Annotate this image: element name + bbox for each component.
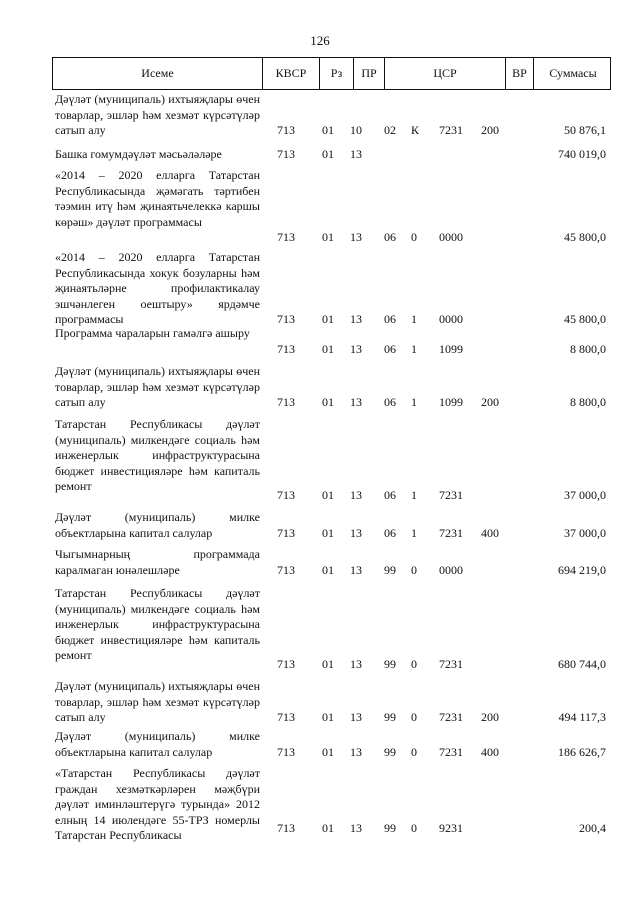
row-pr: 13	[350, 312, 362, 326]
row-pr: 13	[350, 230, 362, 244]
column-header-vr: ВР	[505, 58, 533, 89]
row-kvsr: 713	[277, 488, 295, 502]
row-name: «2014 – 2020 елларга Татарстан Республикасында җәмәгать тәртибен тәэмин итү һәм җинаятьчелеккә каршы көрәш» дәүләт программасы	[55, 168, 260, 229]
row-csr-direction: 9231	[439, 821, 463, 835]
row-sum: 45 800,0	[564, 230, 606, 244]
row-vr: 200	[481, 395, 499, 409]
row-csr-program: 99	[384, 745, 396, 759]
row-sum: 8 800,0	[570, 342, 606, 356]
row-kvsr: 713	[277, 123, 295, 137]
row-csr-program: 99	[384, 657, 396, 671]
row-pr: 13	[350, 563, 362, 577]
row-csr-direction: 0000	[439, 563, 463, 577]
row-name: Дәүләт (муниципаль) ихтыяҗлары өчен товарлар, эшләр һәм хезмәт күрсәтүләр сатып алу	[55, 679, 260, 725]
row-pr: 13	[350, 395, 362, 409]
row-pr: 13	[350, 745, 362, 759]
row-rz: 01	[322, 147, 334, 161]
row-csr-program: 06	[384, 342, 396, 356]
row-name: Дәүләт (муниципаль) ихтыяҗлары өчен товарлар, эшләр һәм хезмәт күрсәтүләр сатып алу	[55, 92, 260, 138]
row-pr: 13	[350, 657, 362, 671]
row-name: Дәүләт (муниципаль) милке объектларына капитал салулар	[55, 510, 260, 540]
row-csr-subprogram: 1	[411, 395, 417, 409]
row-csr-subprogram: 0	[411, 821, 417, 835]
row-vr: 200	[481, 710, 499, 724]
row-csr-subprogram: 1	[411, 312, 417, 326]
row-rz: 01	[322, 230, 334, 244]
column-header-csr: ЦСР	[384, 58, 505, 89]
column-header-kvsr: КВСР	[262, 58, 319, 89]
row-kvsr: 713	[277, 230, 295, 244]
row-csr-program: 02	[384, 123, 396, 137]
row-name: Дәүләт (муниципаль) милке объектларына капитал салулар	[55, 729, 260, 759]
row-kvsr: 713	[277, 821, 295, 835]
row-csr-subprogram: 0	[411, 230, 417, 244]
row-kvsr: 713	[277, 147, 295, 161]
column-header-rz: Рз	[319, 58, 353, 89]
row-pr: 13	[350, 526, 362, 540]
row-sum: 680 744,0	[558, 657, 606, 671]
column-header-pr: ПР	[353, 58, 384, 89]
row-kvsr: 713	[277, 563, 295, 577]
row-rz: 01	[322, 312, 334, 326]
row-pr: 13	[350, 147, 362, 161]
row-csr-subprogram: 0	[411, 657, 417, 671]
row-rz: 01	[322, 563, 334, 577]
row-kvsr: 713	[277, 657, 295, 671]
row-pr: 13	[350, 342, 362, 356]
row-name: Чыгымнарның программада каралмаган юнәлешләре	[55, 547, 260, 577]
row-csr-subprogram: 0	[411, 710, 417, 724]
row-pr: 13	[350, 710, 362, 724]
row-csr-program: 06	[384, 488, 396, 502]
row-pr: 13	[350, 821, 362, 835]
row-sum: 50 876,1	[564, 123, 606, 137]
row-csr-program: 06	[384, 312, 396, 326]
row-csr-direction: 7231	[439, 745, 463, 759]
row-sum: 45 800,0	[564, 312, 606, 326]
row-csr-subprogram: 0	[411, 745, 417, 759]
row-csr-subprogram: 0	[411, 563, 417, 577]
column-header-name: Исеме	[141, 66, 174, 80]
row-csr-direction: 7231	[439, 526, 463, 540]
row-csr-subprogram: 1	[411, 526, 417, 540]
row-rz: 01	[322, 395, 334, 409]
row-name: Программа чараларын гамәлгә ашыру	[55, 326, 250, 340]
row-csr-direction: 7231	[439, 657, 463, 671]
row-csr-direction: 7231	[439, 488, 463, 502]
row-rz: 01	[322, 745, 334, 759]
row-sum: 8 800,0	[570, 395, 606, 409]
row-vr: 400	[481, 745, 499, 759]
column-header-sum: Суммасы	[533, 58, 612, 89]
row-kvsr: 713	[277, 342, 295, 356]
row-name: Татарстан Республикасы дәүләт (муниципаль) милкендәге социаль һәм инженерлык инфраструктурасына бюджет инвестицияләре һәм капиталь ремонт	[55, 586, 260, 663]
row-csr-direction: 0000	[439, 230, 463, 244]
row-csr-direction: 1099	[439, 395, 463, 409]
row-name: «2014 – 2020 елларга Татарстан Республикасында хокук бозуларны һәм җинаятьләрне профилактикалау эшчәнлеген оештыру» ярдәмче программасы	[55, 250, 260, 327]
page-number: 126	[310, 33, 330, 48]
table-header	[52, 57, 611, 90]
row-sum: 740 019,0	[558, 147, 606, 161]
row-rz: 01	[322, 526, 334, 540]
row-sum: 37 000,0	[564, 488, 606, 502]
row-pr: 10	[350, 123, 362, 137]
row-vr: 400	[481, 526, 499, 540]
row-csr-subprogram: 1	[411, 342, 417, 356]
row-csr-program: 06	[384, 395, 396, 409]
row-csr-direction: 0000	[439, 312, 463, 326]
row-sum: 186 626,7	[558, 745, 606, 759]
row-pr: 13	[350, 488, 362, 502]
row-rz: 01	[322, 488, 334, 502]
row-csr-program: 06	[384, 230, 396, 244]
row-sum: 694 219,0	[558, 563, 606, 577]
row-csr-subprogram: К	[411, 123, 420, 137]
row-name: «Татарстан Республикасы дәүләт граждан хезмәткәрләрен мәҗбүри дәүләт иминләштерүгә турында» 2012 елның 14 июлендәге 55-ТРЗ номерлы Татарстан Республикасы	[55, 766, 260, 843]
row-sum: 37 000,0	[564, 526, 606, 540]
row-csr-direction: 7231	[439, 123, 463, 137]
row-vr: 200	[481, 123, 499, 137]
row-csr-program: 99	[384, 821, 396, 835]
row-kvsr: 713	[277, 526, 295, 540]
row-sum: 200,4	[579, 821, 606, 835]
row-rz: 01	[322, 123, 334, 137]
row-csr-direction: 1099	[439, 342, 463, 356]
row-rz: 01	[322, 657, 334, 671]
row-rz: 01	[322, 342, 334, 356]
row-kvsr: 713	[277, 745, 295, 759]
row-name: Башка гомумдәүләт мәсьәләләре	[55, 147, 222, 161]
row-rz: 01	[322, 710, 334, 724]
row-csr-program: 99	[384, 710, 396, 724]
row-csr-direction: 7231	[439, 710, 463, 724]
row-csr-subprogram: 1	[411, 488, 417, 502]
row-rz: 01	[322, 821, 334, 835]
row-kvsr: 713	[277, 395, 295, 409]
row-csr-program: 99	[384, 563, 396, 577]
row-csr-program: 06	[384, 526, 396, 540]
row-kvsr: 713	[277, 312, 295, 326]
row-name: Татарстан Республикасы дәүләт (муниципаль) милкендәге социаль һәм инженерлык инфраструктурасына бюджет инвестицияләре һәм капиталь ремонт	[55, 417, 260, 494]
row-name: Дәүләт (муниципаль) ихтыяҗлары өчен товарлар, эшләр һәм хезмәт күрсәтүләр сатып алу	[55, 364, 260, 410]
row-sum: 494 117,3	[558, 710, 606, 724]
row-kvsr: 713	[277, 710, 295, 724]
